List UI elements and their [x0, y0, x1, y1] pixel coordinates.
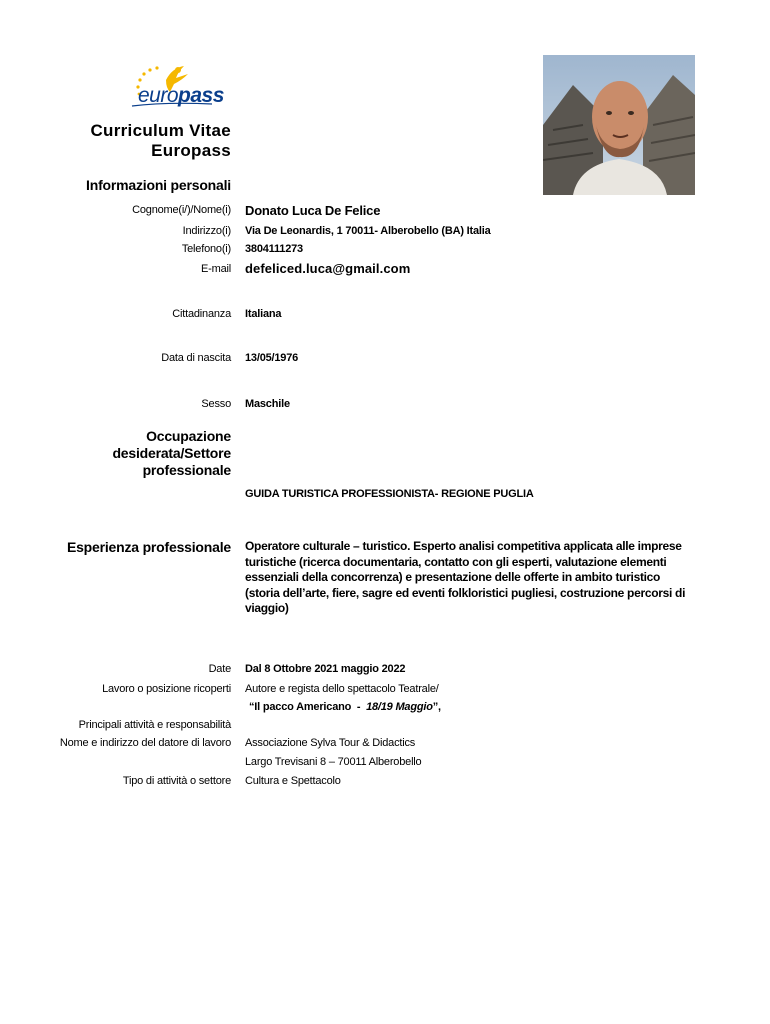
position-value: Autore e regista dello spettacolo Teatrale/	[245, 683, 439, 695]
europass-logo	[126, 62, 224, 112]
show-title-dates: 18/19 Maggio	[366, 701, 433, 713]
employer-address: Largo Trevisani 8 – 70011 Alberobello	[245, 756, 422, 768]
profile-photo	[543, 55, 695, 195]
position-label: Lavoro o posizione ricoperti	[102, 683, 231, 695]
email-value[interactable]: defeliced.luca@gmail.com	[245, 261, 411, 276]
citizenship-value: Italiana	[245, 308, 282, 320]
name-value: Donato Luca De Felice	[245, 203, 381, 218]
sex-label: Sesso	[201, 398, 231, 410]
date-label: Date	[208, 663, 231, 675]
experience-summary	[245, 539, 715, 617]
occupation-title-line3: professionale	[142, 462, 231, 478]
experience-summary-line: turistiche (ricerca documentaria, contatto con gli esperti, valutazione elementi	[245, 554, 667, 569]
birth-date-value: 13/05/1976	[245, 352, 299, 364]
cv-title	[90, 121, 231, 161]
phone-label: Telefono(i)	[181, 243, 231, 255]
birth-date-label: Data di nascita	[161, 352, 231, 364]
occupation-value: GUIDA TURISTICA PROFESSIONISTA- REGIONE PUGLIA	[245, 488, 534, 500]
experience-summary-line: Operatore culturale – turistico. Esperto analisi competitiva applicata alle imprese	[245, 539, 682, 553]
name-label: Cognome(i/)/Nome(i)	[132, 204, 231, 216]
phone-value: 3804111273	[245, 243, 303, 255]
show-title-part: ”,	[432, 701, 441, 713]
show-title-part: “Il pacco Americano -	[249, 701, 367, 713]
occupation-title-line1: Occupazione	[146, 428, 231, 444]
sector-label: Tipo di attività o settore	[122, 775, 231, 787]
experience-summary-line: viaggio)	[245, 601, 289, 615]
logo-euro-text: euro	[138, 84, 179, 107]
sex-value: Maschile	[245, 398, 290, 410]
logo-pass-text: pass	[178, 84, 224, 107]
section-experience: Esperienza professionale	[66, 539, 231, 555]
cv-title-line1: Curriculum Vitae	[90, 121, 231, 140]
citizenship-label: Cittadinanza	[172, 308, 231, 320]
section-occupation	[112, 428, 231, 479]
address-value: Via De Leonardis, 1 70011- Alberobello (BA) Italia	[245, 225, 491, 237]
occupation-title-line2: desiderata/Settore	[112, 445, 231, 461]
address-label: Indirizzo(i)	[182, 225, 231, 237]
show-title	[249, 701, 441, 713]
date-value: Dal 8 Ottobre 2021 maggio 2022	[245, 663, 406, 675]
sector-value: Cultura e Spettacolo	[245, 775, 341, 787]
employer-name: Associazione Sylva Tour & Didactics	[245, 737, 416, 749]
cv-title-line2: Europass	[151, 141, 231, 160]
activities-label: Principali attività e responsabilità	[78, 719, 231, 731]
section-personal-info: Informazioni personali	[86, 177, 231, 193]
employer-label: Nome e indirizzo del datore di lavoro	[59, 737, 231, 749]
europass-wordmark	[138, 84, 224, 108]
email-label: E-mail	[201, 263, 231, 275]
experience-summary-line: (storia dell’arte, fiere, sagre ed eventi folkloristici pugliesi, costruzione percorsi di	[245, 585, 686, 600]
experience-summary-line: essenziali della concorrenza) e presentazione delle offerte in ambito turistico	[245, 570, 661, 584]
